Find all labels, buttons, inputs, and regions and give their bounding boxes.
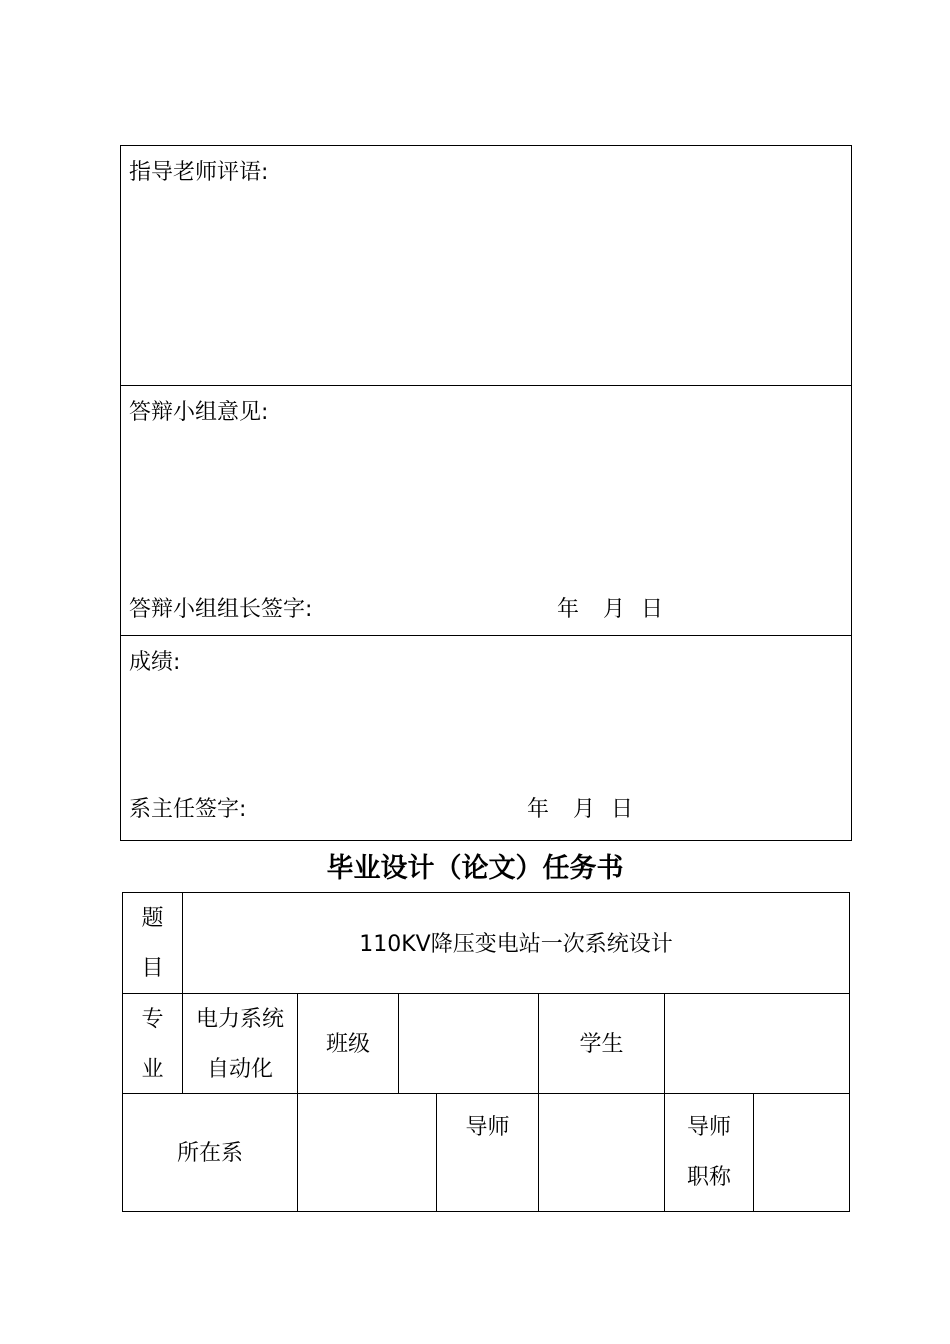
advisor-comment-label: 指导老师评语: [129,160,269,185]
defense-opinion-label: 答辩小组意见: [129,400,269,425]
row-divider [123,993,849,994]
major-label-top: 专 [141,1007,164,1032]
col-divider [436,1093,437,1211]
advisor-title-label-bottom: 职称 [686,1165,731,1190]
col-divider [398,993,399,1093]
col-divider [664,993,665,1093]
advisor-comment-section [121,146,851,386]
advisor-title-label-top: 导师 [686,1115,731,1140]
topic-value: 110KV降压变电站一次系统设计 [359,932,673,957]
date-month: 月 [603,597,626,622]
student-label: 学生 [579,1032,624,1057]
col-divider [538,1093,539,1211]
task-book-title: 毕业设计（论文）任务书 [326,853,624,884]
date-year: 年 [527,797,550,822]
major-label-bottom: 业 [141,1057,164,1082]
col-divider [664,1093,665,1211]
major-value-line2: 自动化 [206,1057,273,1082]
col-divider [297,1093,298,1211]
department-label: 所在系 [176,1141,243,1166]
defense-opinion-section [121,386,851,636]
date-day: 日 [611,797,634,822]
defense-leader-sign-label: 答辩小组组长签字: [129,597,313,622]
col-divider [753,1093,754,1211]
date-month: 月 [573,797,596,822]
grade-section [121,636,851,840]
advisor-label: 导师 [465,1115,510,1140]
topic-label-bottom: 目 [141,956,164,981]
date-day: 日 [641,597,664,622]
task-book-table [122,892,850,1212]
date-year: 年 [557,597,580,622]
dept-head-sign-label: 系主任签字: [129,797,247,822]
major-value-line1: 电力系统 [195,1007,284,1032]
evaluation-form [120,145,852,841]
grade-label: 成绩: [129,650,181,675]
topic-label-top: 题 [141,906,164,931]
class-label: 班级 [325,1032,370,1057]
row-divider [123,1093,849,1094]
